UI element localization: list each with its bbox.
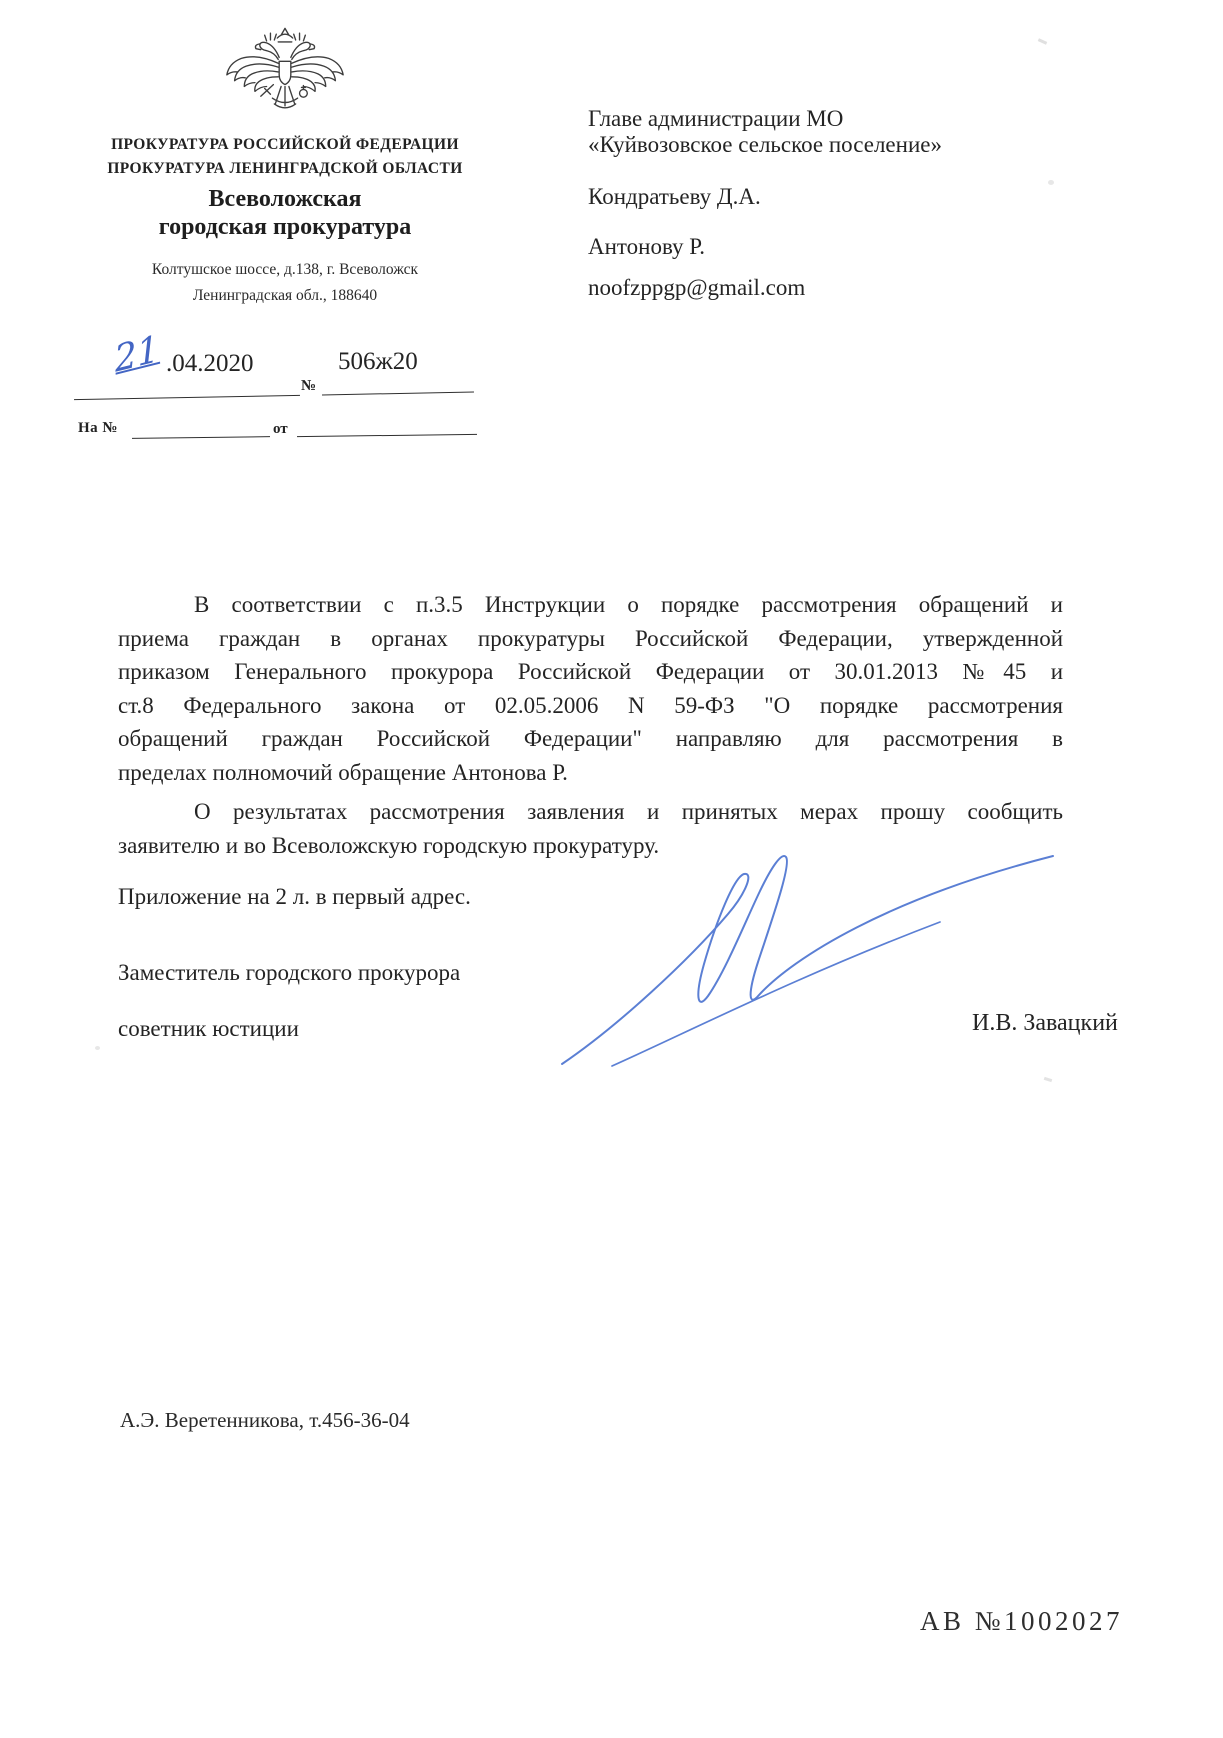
recipient-email: noofzppgp@gmail.com	[588, 275, 806, 300]
scan-artifact	[1044, 1077, 1053, 1082]
reply-number-underline	[132, 436, 270, 439]
body-line: О результатах рассмотрения заявления и принятых мерах прошу сообщить	[194, 799, 1063, 824]
handwritten-signature-ink	[548, 836, 1066, 1074]
paragraph-1	[118, 588, 1063, 789]
reply-number-label: На №	[78, 420, 118, 436]
signer-position-line2: советник юстиции	[118, 1016, 299, 1041]
letterhead-blank-number: АВ №1002027	[920, 1606, 1124, 1636]
body-line: приказом Генерального прокурора Российской Федерации от 30.01.2013 №45 и	[118, 659, 1063, 684]
body-line: пределах полномочий обращение Антонова Р.	[118, 759, 568, 785]
executor-contact: А.Э. Веретенникова, т.456-36-04	[120, 1408, 410, 1432]
office-address-line1: Колтушское шоссе, д.138, г. Всеволожск	[151, 261, 419, 278]
reply-date-label: от	[273, 421, 288, 437]
number-underline	[322, 392, 474, 396]
body-line: обращений граждан Российской Федерации" направляю для рассмотрения в	[118, 726, 1063, 751]
org-name-line2: ПРОКУРАТУРА ЛЕНИНГРАДСКОЙ ОБЛАСТИ	[107, 160, 463, 177]
scan-artifact	[1048, 180, 1054, 185]
recipient-title-line1: Главе администрации МО	[588, 106, 844, 131]
letter-body	[118, 588, 1063, 862]
body-line: приема граждан в органах прокуратуры Российской Федерации, утвержденной	[118, 625, 1063, 651]
handwritten-day: 21	[113, 328, 161, 381]
body-line: ст.8 Федерального закона от 02.05.2006 N 59-ФЗ "О порядке рассмотрения	[118, 692, 1063, 718]
coat-of-arms-icon	[222, 22, 348, 120]
recipient-title-line2: «Куйвозовское сельское поселение»	[588, 132, 942, 157]
outgoing-number: 506ж20	[338, 348, 418, 375]
signer-name: И.В. Завацкий	[972, 1010, 1118, 1036]
recipient-name-1: Кондратьеву Д.А.	[588, 184, 761, 209]
signer-position-line1: Заместитель городского прокурора	[118, 960, 461, 985]
body-line: заявителю и во Всеволожскую городскую прокуратуру.	[118, 832, 660, 858]
scan-artifact	[95, 1046, 100, 1050]
recipient-name-2: Антонову Р.	[588, 234, 705, 259]
attachment-note: Приложение на 2 л. в первый адрес.	[118, 884, 471, 909]
scan-artifact	[1038, 38, 1047, 44]
office-name-line1: Всеволожская	[208, 186, 362, 212]
office-name-line2: городская прокуратура	[158, 214, 412, 240]
reply-date-underline	[297, 434, 477, 437]
office-address-line2: Ленинградская обл., 188640	[192, 287, 378, 304]
date-underline	[74, 395, 300, 400]
number-sign-label: №	[301, 378, 317, 394]
printed-date: .04.2020	[166, 350, 254, 377]
body-line: В соответствии с п.3.5 Инструкции о порядке рассмотрения обращений и	[194, 592, 1063, 617]
org-name-line1: ПРОКУРАТУРА РОССИЙСКОЙ ФЕДЕРАЦИИ	[111, 136, 459, 153]
